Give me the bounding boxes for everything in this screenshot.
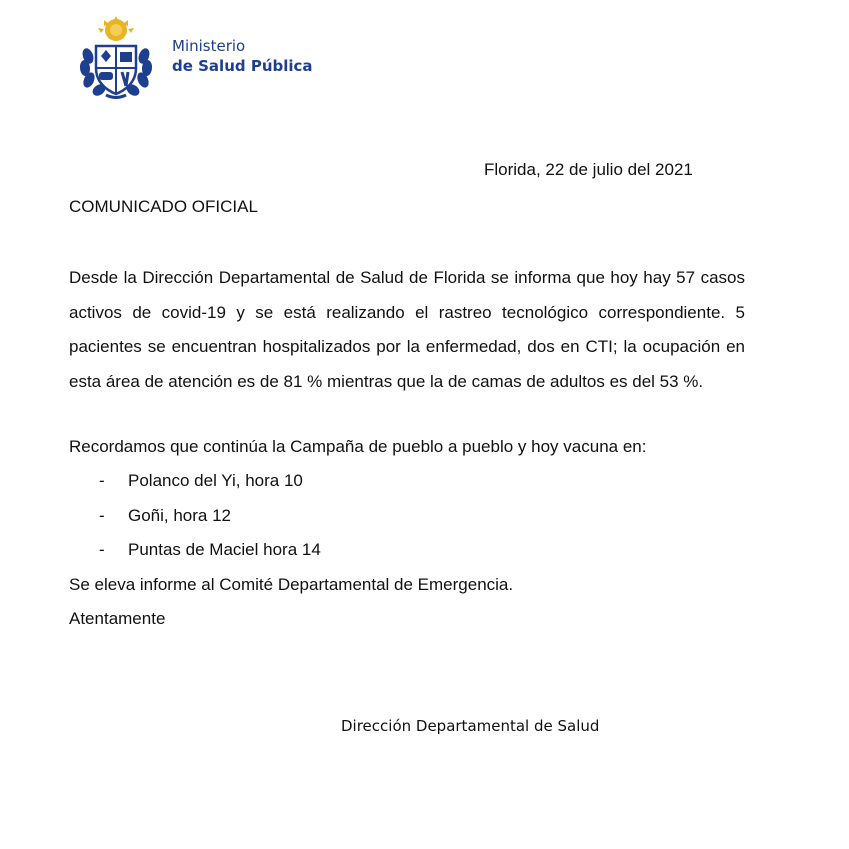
list-bullet: - bbox=[99, 471, 105, 490]
list-item bbox=[69, 533, 321, 568]
list-item bbox=[69, 464, 321, 499]
ministry-name-line1: Ministerio bbox=[172, 37, 246, 55]
vaccination-site-list bbox=[69, 464, 321, 568]
document-title: COMUNICADO OFICIAL bbox=[69, 197, 258, 216]
letterhead bbox=[76, 16, 313, 100]
list-bullet: - bbox=[99, 540, 105, 559]
list-item bbox=[69, 499, 321, 534]
uruguay-coat-of-arms-icon bbox=[76, 16, 156, 100]
vaccination-intro: Recordamos que continúa la Campaña de pueblo a pueblo y hoy vacuna en: bbox=[69, 437, 647, 456]
ministry-name-line2: de Salud Pública bbox=[172, 57, 313, 75]
vaccination-site: Puntas de Maciel hora 14 bbox=[128, 540, 321, 559]
signature: Dirección Departamental de Salud bbox=[341, 717, 600, 735]
signoff: Atentamente bbox=[69, 609, 166, 628]
ministry-name bbox=[172, 36, 313, 76]
document-date: Florida, 22 de julio del 2021 bbox=[484, 160, 693, 179]
body-paragraph: Desde la Dirección Departamental de Salud de Florida se informa que hoy hay 57 casos activos de covid-19 y se está realizando el rastreo tecnológico correspondiente. 5 pacientes se encuentran hospitalizados por la enfermedad, dos en CTI; la ocupación en esta área de atención es de 81 % mientras que la de camas de adultos es del 53 %. bbox=[69, 268, 745, 391]
closing-sentence: Se eleva informe al Comité Departamental de Emergencia. bbox=[69, 575, 514, 594]
list-bullet: - bbox=[99, 505, 105, 525]
vaccination-site: Polanco del Yi, hora 10 bbox=[128, 471, 303, 490]
vaccination-site: Goñi, hora 12 bbox=[128, 505, 232, 525]
